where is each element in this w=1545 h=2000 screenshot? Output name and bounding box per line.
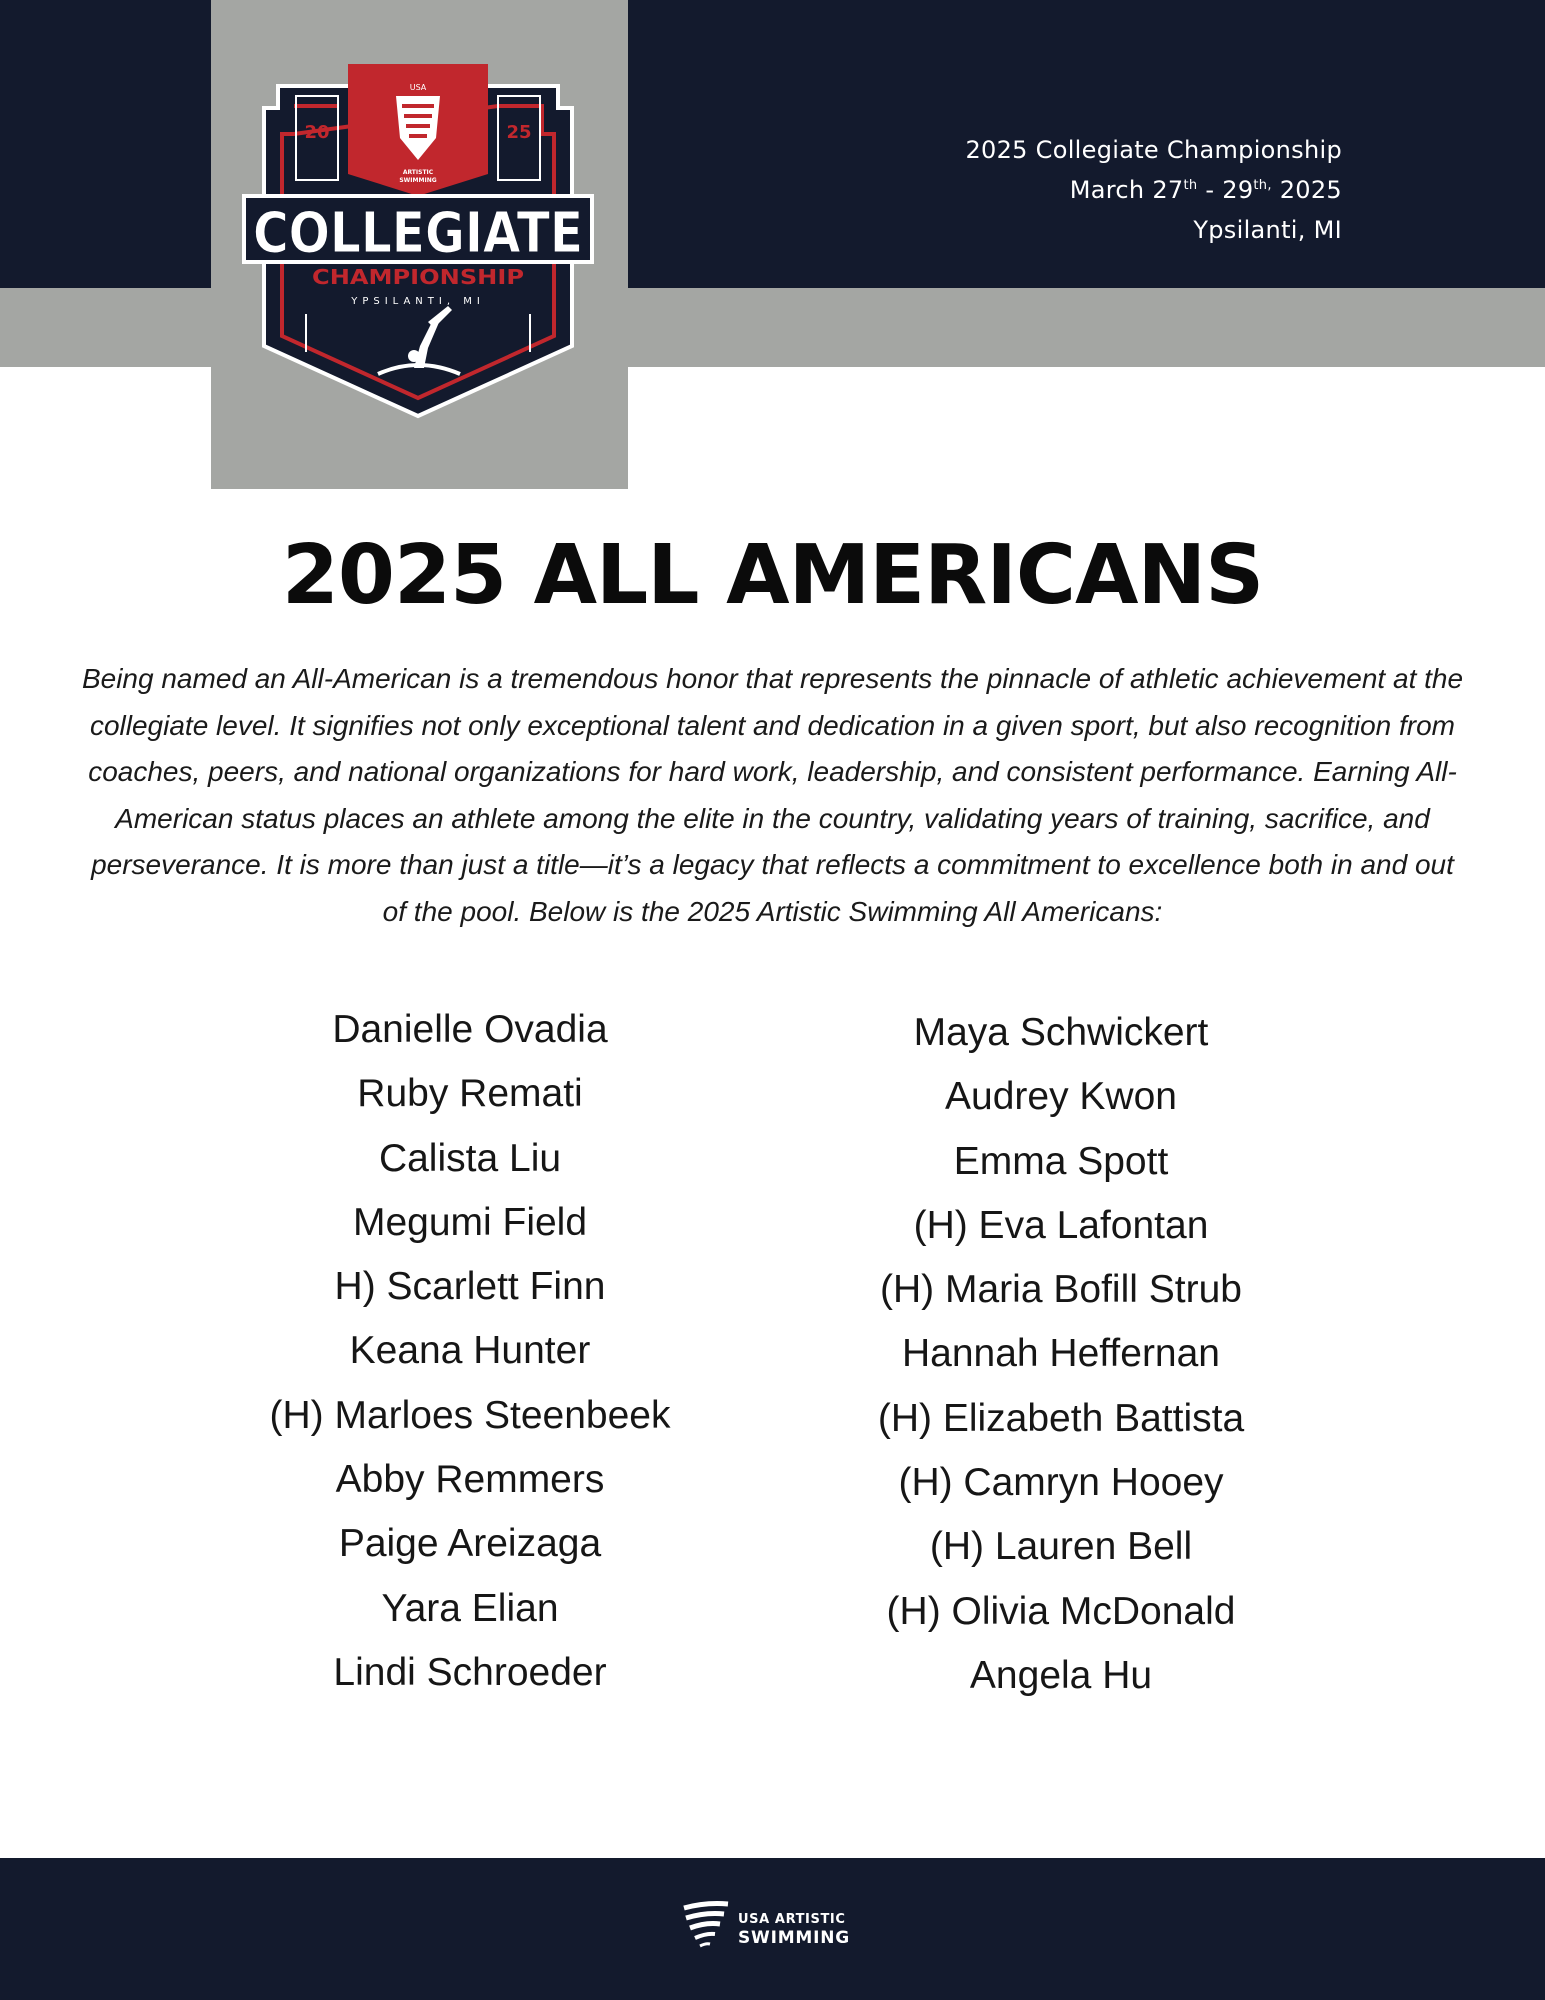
list-item: Emma Spott	[953, 1139, 1169, 1183]
list-item: Lindi Schroeder	[333, 1650, 607, 1694]
names-column-right	[781, 1001, 1341, 1708]
list-item: (H) Camryn Hooey	[898, 1461, 1224, 1505]
list-item: (H) Maria Bofill Strub	[880, 1268, 1242, 1312]
list-item: Abby Remmers	[335, 1458, 605, 1502]
footer-brand	[738, 1911, 850, 1947]
svg-text:CHAMPIONSHIP: CHAMPIONSHIP	[312, 265, 524, 289]
list-item: Hannah Heffernan	[901, 1332, 1221, 1376]
list-item: (H) Olivia McDonald	[886, 1589, 1236, 1633]
event-location: Ypsilanti, MI	[1193, 216, 1342, 244]
event-dates: March $27th - 29^{th,}$ 2025	[1069, 176, 1342, 204]
list-item: (H) Marloes Steenbeek	[269, 1393, 671, 1437]
list-item: Ruby Remati	[357, 1072, 583, 1116]
event-info	[965, 130, 1342, 250]
page-title: 2025 ALL AMERICANS	[281, 528, 1264, 623]
list-item: (H) Elizabeth Battista	[877, 1396, 1245, 1440]
list-item: Danielle Ovadia	[332, 1008, 608, 1051]
list-item: Audrey Kwon	[945, 1075, 1177, 1119]
footer-brand-line1: USA ARTISTIC	[738, 1912, 846, 1927]
list-item: Angela Hu	[969, 1653, 1153, 1697]
svg-text:YPSILANTI, MI: YPSILANTI, MI	[351, 296, 485, 307]
list-item: H) Scarlett Finn	[334, 1265, 606, 1309]
svg-text:COLLEGIATE: COLLEGIATE	[253, 201, 583, 266]
svg-text:25: 25	[506, 122, 532, 143]
list-item: Paige Areizaga	[338, 1522, 602, 1566]
list-item: Maya Schwickert	[913, 1011, 1209, 1054]
footer-logo	[680, 1900, 850, 1958]
usa-swimming-shield-icon	[680, 1900, 730, 1958]
intro-paragraph: Being named an All-American is a tremendous honor that represents the pinnacle of athletic achievement at the collegiate level. It signifies not only exceptional talent and dedication in a given sport, but also recognition from coaches, peers, and national organizations for hard work, leadership, and consistent performance. Earning All-American status places an athlete among the elite in the country, validating years of training, sacrifice, and perseverance. It is more than just a title—it’s a legacy that reflects a commitment to excellence both in and out of the pool. Below is the 2025 Artistic Swimming All Americans:	[81, 663, 1464, 927]
list-item: (H) Lauren Bell	[929, 1525, 1193, 1569]
svg-text:USA: USA	[409, 83, 427, 92]
svg-text:SWIMMING: SWIMMING	[399, 177, 437, 184]
championship-logo	[238, 56, 598, 421]
list-item: Calista Liu	[378, 1136, 562, 1180]
list-item: (H) Eva Lafontan	[913, 1203, 1209, 1247]
names-column-left	[190, 998, 750, 1705]
list-item: Keana Hunter	[349, 1329, 591, 1373]
list-item: Megumi Field	[352, 1200, 588, 1244]
event-name: 2025 Collegiate Championship	[965, 136, 1342, 164]
list-item: Yara Elian	[381, 1586, 559, 1630]
svg-text:20: 20	[304, 122, 330, 143]
svg-text:ARTISTIC: ARTISTIC	[402, 169, 434, 176]
footer-brand-line2: SWIMMING	[738, 1928, 851, 1948]
